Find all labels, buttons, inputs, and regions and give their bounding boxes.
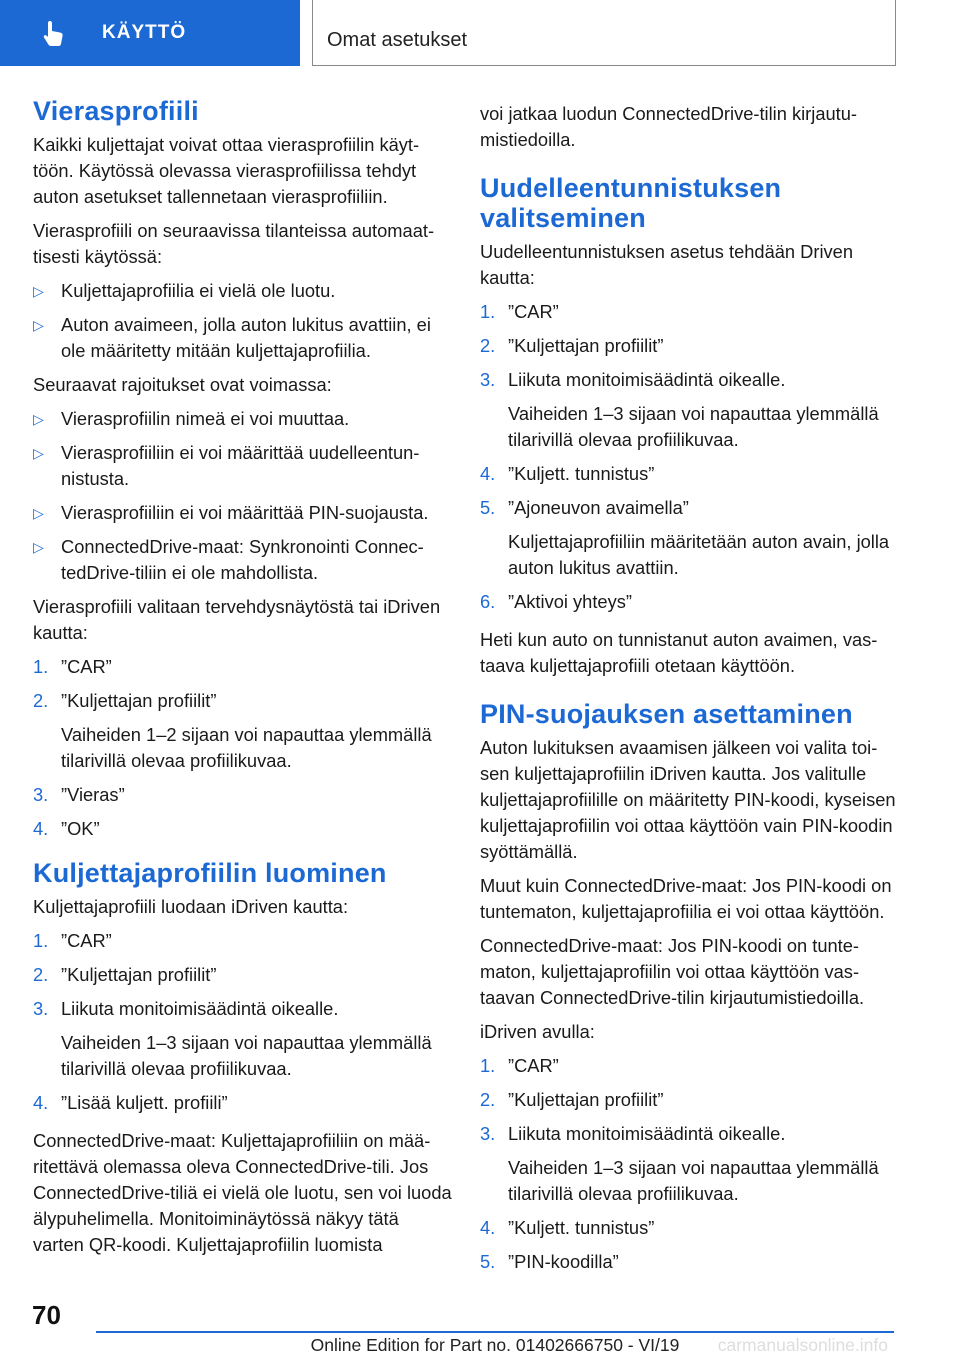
step-list bbox=[33, 654, 453, 842]
step-note: Kuljettajaprofiiliin määritetään auton avain, jolla auton lukitus avattiin. bbox=[508, 531, 890, 578]
step-item: 2. ”Kuljettajan profiilit” bbox=[480, 1089, 664, 1110]
step-note: Vaiheiden 1–3 sijaan voi napauttaa ylemmällä tilarivillä olevaa profiilikuvaa. bbox=[61, 1032, 432, 1079]
page-header bbox=[312, 0, 896, 66]
heading-kuljettajaprofiilin-luominen: Kuljettajaprofiilin luominen bbox=[33, 858, 387, 888]
heading-uudelleentunnistuksen-valitseminen: Uudelleentunnistuksen valitseminen bbox=[480, 173, 782, 233]
step-item: 3. Liikuta monitoimisäädintä oikealle. Vaiheiden 1–3 sijaan voi napauttaa ylemmällä tilarivillä olevaa profiilikuvaa. bbox=[480, 367, 900, 453]
triangle-bullet-icon: ▷ bbox=[33, 445, 44, 461]
step-item: 6. ”Aktivoi yhteys” bbox=[480, 591, 632, 612]
paragraph: Heti kun auto on tunnistanut auton avaimen, vastaava kuljettajaprofiili otetaan käyttöön. bbox=[480, 629, 878, 676]
bullet-list bbox=[33, 278, 453, 364]
hand-pointer-icon bbox=[36, 15, 72, 51]
step-item: 1. ”CAR” bbox=[480, 301, 559, 322]
left-column bbox=[33, 96, 453, 1266]
list-item: ▷ Vierasprofiiliin ei voi määrittää PIN-suojausta. bbox=[33, 500, 453, 526]
step-item: 3. Liikuta monitoimisäädintä oikealle. Vaiheiden 1–3 sijaan voi napauttaa ylemmällä tilarivillä olevaa profiilikuvaa. bbox=[33, 996, 453, 1082]
step-item: 1. ”CAR” bbox=[33, 656, 112, 677]
paragraph: Seuraavat rajoitukset ovat voimassa: bbox=[33, 374, 332, 395]
paragraph: Uudelleentunnistuksen asetus tehdään Driven kautta: bbox=[480, 241, 853, 288]
paragraph: Muut kuin ConnectedDrive-maat: Jos PIN-koodi on tuntematon, kuljettajaprofiilia ei voi ottaa käyttöön. bbox=[480, 875, 892, 922]
section-label: KÄYTTÖ bbox=[102, 22, 187, 43]
heading-pin-suojauksen-asettaminen: PIN-suojauksen asettaminen bbox=[480, 699, 853, 729]
triangle-bullet-icon: ▷ bbox=[33, 317, 44, 333]
step-list bbox=[480, 1053, 900, 1275]
step-item: 1. ”CAR” bbox=[480, 1055, 559, 1076]
list-item: ▷ ConnectedDrive-maat: Synkronointi ConnectedDrive-tiliin ei ole mahdollista. bbox=[33, 536, 424, 583]
step-item: 3. Liikuta monitoimisäädintä oikealle. Vaiheiden 1–3 sijaan voi napauttaa ylemmällä tilarivillä olevaa profiilikuvaa. bbox=[480, 1121, 900, 1207]
triangle-bullet-icon: ▷ bbox=[33, 411, 44, 427]
section-tab bbox=[0, 0, 300, 66]
list-item: ▷ Auton avaimeen, jolla auton lukitus avattiin, ei ole määritetty mitään kuljettajaprofiilia. bbox=[33, 314, 431, 361]
page-title: Omat asetukset bbox=[327, 29, 468, 51]
paragraph: Vierasprofiili valitaan tervehdysnäytöstä tai iDriven kautta: bbox=[33, 596, 441, 643]
step-item: 2. ”Kuljettajan profiilit” Vaiheiden 1–2 sijaan voi napauttaa ylemmällä tilarivillä olevaa profiilikuvaa. bbox=[33, 688, 453, 774]
watermark: carmanualsonline.info bbox=[717, 1335, 888, 1355]
paragraph: ConnectedDrive-maat: Kuljettajaprofiiliin on määritettävä olemassa oleva ConnectedDrive-tili. Jos ConnectedDrive-tiliä ei vielä ole luotu, sen voi luoda älypuhelimella. Monitoiminäytössä näkyy tätä varten QR-koodi. Kuljettajaprofiilin luomista bbox=[33, 1130, 452, 1255]
triangle-bullet-icon: ▷ bbox=[33, 539, 44, 555]
step-item: 4. ”Lisää kuljett. profiili” bbox=[33, 1092, 228, 1113]
step-item: 2. ”Kuljettajan profiilit” bbox=[33, 964, 217, 985]
triangle-bullet-icon: ▷ bbox=[33, 283, 44, 299]
paragraph: Auton lukituksen avaamisen jälkeen voi valita toisen kuljettajaprofiilin iDriven kautta. Jos valitulle kuljettajaprofiilille on määritetty PIN-koodi, kyseisen kuljettajaprofiilin voi ottaa käyttöön vain PIN-koodin syöttämällä. bbox=[480, 737, 896, 862]
paragraph: ConnectedDrive-maat: Jos PIN-koodi on tuntematon, kuljettajaprofiilin voi ottaa käyttöön vastaavan ConnectedDrive-tilin kirjautumistiedoilla. bbox=[480, 935, 865, 1008]
step-list bbox=[33, 928, 453, 1116]
paragraph: Kuljettajaprofiili luodaan iDriven kautta: bbox=[33, 896, 349, 917]
list-item: ▷ Kuljettajaprofiilia ei vielä ole luotu. bbox=[33, 278, 453, 304]
step-item: 5. ”Ajoneuvon avaimella” Kuljettajaprofiiliin määritetään auton avain, jolla auton lukitus avattiin. bbox=[480, 495, 900, 581]
list-item: ▷ Vierasprofiilin nimeä ei voi muuttaa. bbox=[33, 406, 453, 432]
heading-vierasprofiili: Vierasprofiili bbox=[33, 96, 199, 126]
paragraph: Kaikki kuljettajat voivat ottaa vierasprofiilin käyttöön. Käytössä olevassa vierasprofiilissa tehdyt auton asetukset tallennetaan vierasprofiiliin. bbox=[33, 134, 420, 207]
page-number: 70 bbox=[32, 1300, 61, 1330]
step-item: 2. ”Kuljettajan profiilit” bbox=[480, 335, 664, 356]
bullet-list bbox=[33, 406, 453, 586]
step-item: 4. ”Kuljett. tunnistus” bbox=[480, 463, 655, 484]
paragraph: voi jatkaa luodun ConnectedDrive-tilin kirjautumistiedoilla. bbox=[480, 103, 857, 150]
paragraph: iDriven avulla: bbox=[480, 1021, 595, 1042]
step-item: 4. ”OK” bbox=[33, 818, 100, 839]
step-note: Vaiheiden 1–2 sijaan voi napauttaa ylemmällä tilarivillä olevaa profiilikuvaa. bbox=[61, 724, 432, 771]
step-item: 4. ”Kuljett. tunnistus” bbox=[480, 1217, 655, 1238]
step-item: 5. ”PIN-koodilla” bbox=[480, 1251, 619, 1272]
footer-divider bbox=[96, 1331, 894, 1333]
list-item: ▷ Vierasprofiiliin ei voi määrittää uudelleentunnistusta. bbox=[33, 442, 420, 489]
right-column bbox=[480, 101, 900, 1287]
edition-text: Online Edition for Part no. 01402666750 - VI/19 bbox=[310, 1335, 680, 1355]
triangle-bullet-icon: ▷ bbox=[33, 505, 44, 521]
step-note: Vaiheiden 1–3 sijaan voi napauttaa ylemmällä tilarivillä olevaa profiilikuvaa. bbox=[508, 1157, 879, 1204]
step-note: Vaiheiden 1–3 sijaan voi napauttaa ylemmällä tilarivillä olevaa profiilikuvaa. bbox=[508, 403, 879, 450]
step-item: 1. ”CAR” bbox=[33, 930, 112, 951]
paragraph: Vierasprofiili on seuraavissa tilanteissa automaattisesti käytössä: bbox=[33, 220, 435, 267]
step-item: 3. ”Vieras” bbox=[33, 784, 125, 805]
step-list bbox=[480, 299, 900, 615]
